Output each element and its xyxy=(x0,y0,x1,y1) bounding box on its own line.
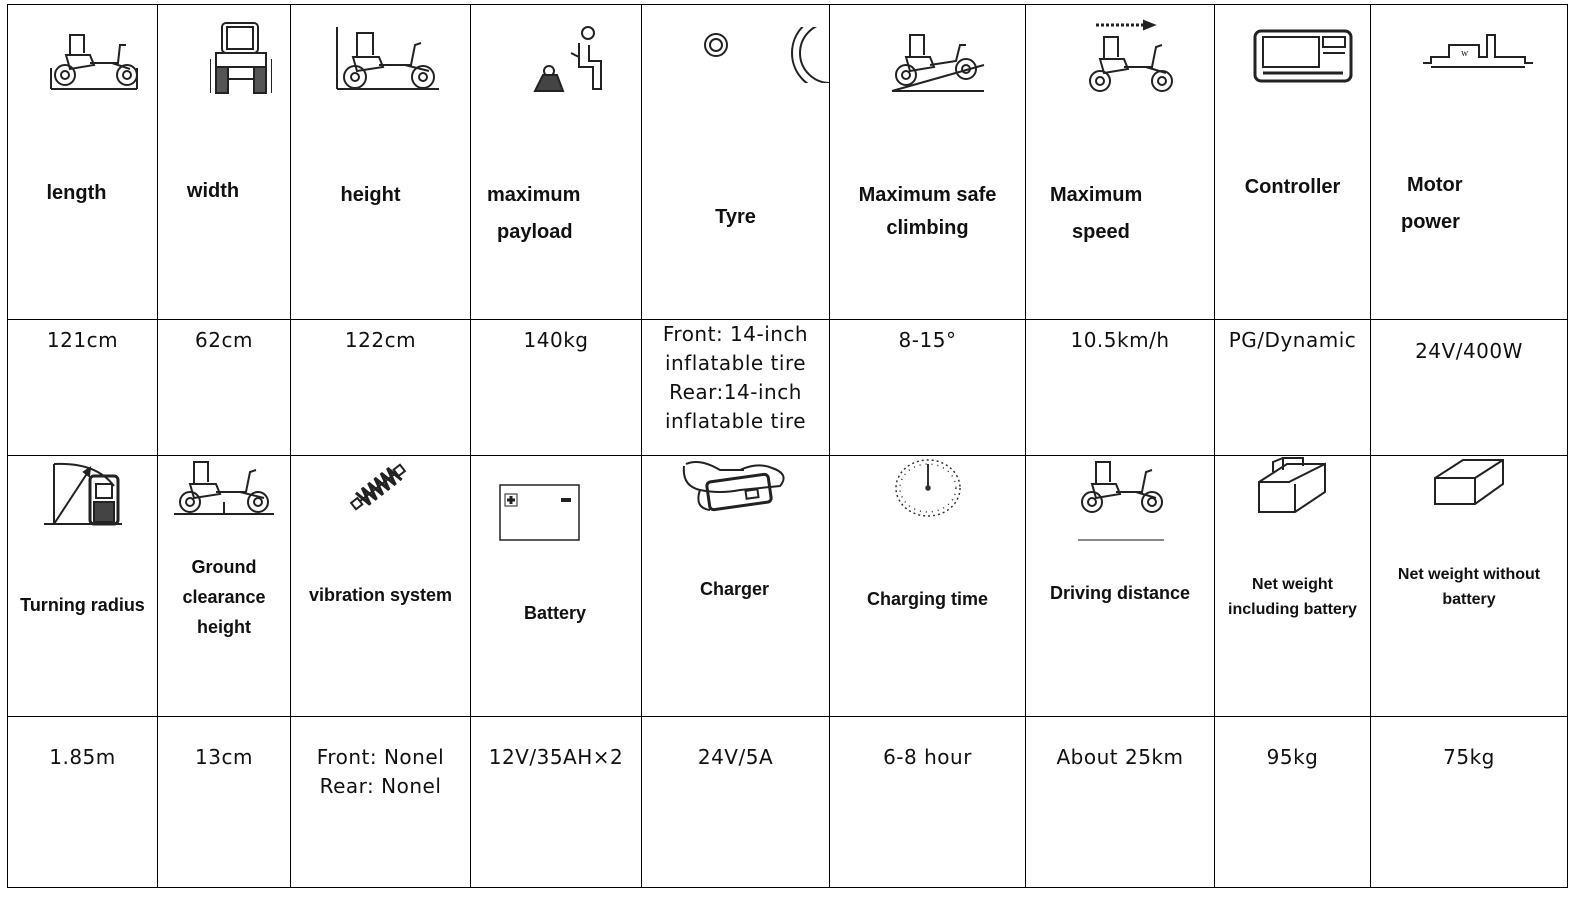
header-label xyxy=(1050,179,1214,249)
header-label xyxy=(642,201,829,234)
header-label xyxy=(1026,580,1214,608)
value-cell xyxy=(291,320,471,456)
header-cell-ground-clearance xyxy=(158,456,291,717)
label-line: Controller xyxy=(1244,176,1341,198)
motor-icon xyxy=(1421,29,1533,73)
header-cell-controller xyxy=(1215,5,1371,320)
label-line: height xyxy=(197,617,251,637)
header-cell-net-weight-without-battery xyxy=(1371,456,1568,717)
label-line: climbing xyxy=(886,217,969,239)
tyre-icon xyxy=(702,27,830,83)
value-text: Front: Nonel xyxy=(316,745,445,769)
value-text: Front: 14-inch xyxy=(662,322,809,346)
value-cell xyxy=(642,320,830,456)
label-line: power xyxy=(1401,211,1460,233)
header-cell-climbing xyxy=(830,5,1026,320)
header-label xyxy=(642,576,829,604)
header-label xyxy=(1215,171,1370,204)
value-text: 6-8 hour xyxy=(883,745,972,769)
header-cell-payload xyxy=(471,5,642,320)
header-cell-length xyxy=(8,5,158,320)
value-text: 140kg xyxy=(523,328,589,352)
value-text: inflatable tire xyxy=(664,351,807,375)
label-line: battery xyxy=(1442,591,1496,608)
header-label xyxy=(8,177,157,210)
driving-distance-icon xyxy=(1076,456,1166,544)
header-cell-net-weight-with-battery xyxy=(1215,456,1371,717)
header-cell-vibration xyxy=(291,456,471,717)
label-line: Net weight xyxy=(1252,576,1333,593)
boxed-battery-icon xyxy=(1255,456,1329,518)
value-text: 75kg xyxy=(1443,745,1495,769)
value-cell xyxy=(1026,320,1215,456)
label-line: Charger xyxy=(699,579,770,599)
value-text: About 25km xyxy=(1056,745,1184,769)
value-text: 24V/5A xyxy=(697,745,774,769)
value-cell xyxy=(8,717,158,888)
shock-absorber-icon xyxy=(343,456,413,518)
value-cell xyxy=(1215,320,1371,456)
header-cell-charger xyxy=(642,456,830,717)
value-cell xyxy=(830,717,1026,888)
header-cell-driving-distance xyxy=(1026,456,1215,717)
value-text: 1.85m xyxy=(49,745,116,769)
label-line: clearance xyxy=(182,587,266,607)
header-label xyxy=(1215,572,1370,622)
header-row-top xyxy=(8,5,1568,320)
value-text: 95kg xyxy=(1266,745,1319,769)
label-line: payload xyxy=(497,221,573,243)
value-cell xyxy=(830,320,1026,456)
header-label xyxy=(291,179,470,212)
value-cell xyxy=(291,717,471,888)
label-line: Battery xyxy=(523,603,587,623)
header-label xyxy=(830,179,1025,245)
value-text: 121cm xyxy=(46,328,119,352)
value-cell xyxy=(1026,717,1215,888)
ground-clearance-icon xyxy=(172,458,276,518)
value-text: inflatable tire xyxy=(664,409,807,433)
header-label xyxy=(8,592,157,620)
turning-radius-icon xyxy=(42,458,124,528)
value-text: 62cm xyxy=(195,328,253,352)
label-line: speed xyxy=(1072,221,1130,243)
value-cell xyxy=(158,320,291,456)
value-cell xyxy=(471,320,642,456)
value-cell xyxy=(8,320,158,456)
label-line: Maximum safe xyxy=(858,184,997,206)
box-icon xyxy=(1431,456,1507,508)
value-cell xyxy=(1371,717,1568,888)
header-label xyxy=(291,582,470,610)
charger-icon xyxy=(680,456,792,518)
value-cell xyxy=(642,717,830,888)
battery-icon xyxy=(499,484,581,542)
label-line: Driving distance xyxy=(1049,583,1191,603)
scooter-width-icon xyxy=(210,19,272,95)
value-text: 10.5km/h xyxy=(1070,328,1170,352)
header-cell-width xyxy=(158,5,291,320)
value-row-top xyxy=(8,320,1568,456)
label-line: width xyxy=(186,180,240,202)
value-row-bottom xyxy=(8,717,1568,888)
header-label xyxy=(487,179,641,249)
label-line: maximum xyxy=(487,184,581,206)
header-cell-speed xyxy=(1026,5,1215,320)
spec-table xyxy=(7,4,1568,888)
header-cell-battery xyxy=(471,456,642,717)
value-cell xyxy=(471,717,642,888)
value-text: Rear:14-inch xyxy=(669,380,802,404)
label-line: length xyxy=(46,182,107,204)
label-line: Turning radius xyxy=(20,595,145,615)
value-cell xyxy=(158,717,291,888)
label-line: Tyre xyxy=(715,206,756,228)
climbing-icon xyxy=(890,25,986,95)
header-label xyxy=(471,600,641,628)
label-line: including battery xyxy=(1228,601,1357,618)
label-line: Charging time xyxy=(866,589,988,609)
header-row-bottom xyxy=(8,456,1568,717)
header-label xyxy=(158,552,290,642)
label-line: height xyxy=(340,184,401,206)
scooter-length-icon xyxy=(50,23,140,93)
header-label xyxy=(1401,169,1567,239)
speed-icon xyxy=(1084,19,1180,95)
header-label xyxy=(830,586,1025,614)
value-text: PG/Dynamic xyxy=(1228,328,1357,352)
value-cell xyxy=(1215,717,1371,888)
svg-text:w: w xyxy=(1461,48,1469,59)
clock-icon xyxy=(894,458,962,518)
header-cell-charging-time xyxy=(830,456,1026,717)
scooter-height-icon xyxy=(335,23,439,93)
label-line: Maximum xyxy=(1050,184,1143,206)
label-line: vibration system xyxy=(308,585,453,605)
label-line: Net weight without xyxy=(1397,566,1541,583)
value-text: 13cm xyxy=(195,745,253,769)
header-cell-motor xyxy=(1371,5,1568,320)
payload-icon xyxy=(529,23,609,93)
header-cell-tyre xyxy=(642,5,830,320)
label-line: Motor xyxy=(1407,174,1463,196)
controller-icon xyxy=(1253,27,1353,83)
value-cell xyxy=(1371,320,1568,456)
value-text: 24V/400W xyxy=(1415,339,1523,363)
value-text: Rear: Nonel xyxy=(319,774,442,798)
header-cell-turning-radius xyxy=(8,456,158,717)
value-text: 122cm xyxy=(344,328,417,352)
header-cell-height xyxy=(291,5,471,320)
label-line: Ground xyxy=(191,557,257,577)
value-text: 8-15° xyxy=(898,328,957,352)
value-text: 12V/35AH×2 xyxy=(488,745,624,769)
header-label xyxy=(1371,562,1567,612)
